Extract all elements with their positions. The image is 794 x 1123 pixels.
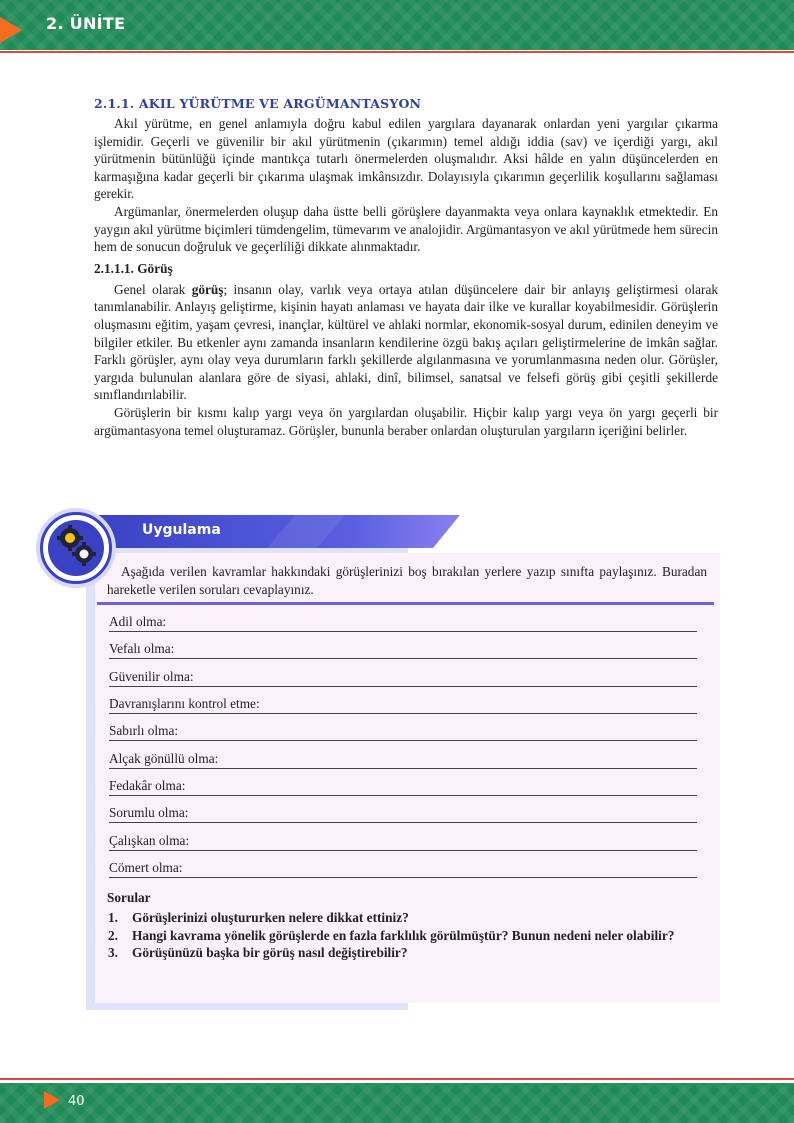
paragraph-text: Genel olarak <box>114 281 192 297</box>
answer-line: Çalışkan olma: <box>109 824 697 851</box>
answer-line: Davranışlarını kontrol etme: <box>109 687 697 714</box>
footer-divider <box>0 1078 794 1080</box>
footer-band <box>0 1083 794 1123</box>
questions-title: Sorular <box>107 890 151 905</box>
section-title: 2.1.1. AKIL YÜRÜTME VE ARGÜMANTASYON <box>94 96 422 111</box>
question-text: Görüşünüzü başka bir görüş nasıl değiştirebilir? <box>132 945 408 960</box>
question-item <box>108 909 698 927</box>
answer-line: Cömert olma: <box>109 851 697 878</box>
gears-icon <box>52 522 100 570</box>
question-number: 2. <box>108 927 118 943</box>
exercise-title: Uygulama <box>142 522 221 538</box>
questions-list <box>108 909 698 962</box>
question-number: 3. <box>108 945 118 960</box>
page-number: 40 <box>68 1094 85 1109</box>
question-item <box>108 927 698 945</box>
answer-line: Güvenilir olma: <box>109 660 697 687</box>
triangle-marker-icon <box>44 1091 60 1109</box>
header-divider <box>0 51 794 53</box>
question-text: Görüşlerinizi oluştururken nelere dikkat ettiniz? <box>132 910 409 925</box>
question-text: Hangi kavrama yönelik görüşlerde en fazla farklılık görülmüştür? Bunun nedeni neler olabilir? <box>132 927 675 943</box>
paragraph <box>94 281 718 404</box>
paragraph: Argümanlar, önermelerden oluşup daha üstte belli görüşlere dayanmakta veya onlara kaynaklık etmektedir. En yaygın akıl yürütme biçimleri tümdengelim, tümevarım ve analojidir. Argümantasyon ve akıl yürütmede hem sürecin hem de sonucun doğruluk ve geçerliliği dikkate alınmaktadır. <box>94 203 718 255</box>
paragraph-text: ; insanın olay, varlık veya ortaya atılan düşüncelere dair bir anlayış geliştirmesi olarak tanımlanabilir. Anlayış geliştirme, kişinin hayatı anlaması ve hayata dair ilke ve kurallar koyabilmesidir. Görüşlerin oluşmasını eğitim, yaşam çevresi, inançlar, kültürel ve ahlaki normlar, ekonomik-sosyal durum, edinilen deneyim ve bilgiler etkiler. Bu etkenler aynı zamanda insanların kendilerine özgü bakış açıları geliştirmelerine de imkân sağlar. Farklı görüşler, aynı olay veya durumların farklı şekillerde algılanmasına ve yorumlanmasına neden olur. Görüşler, yargıda bulunulan alanlara göre de siyasi, ahlaki, dinî, bilimsel, sanatsal ve felsefi görüş gibi çeşitli şekillerde sınıflandırılabilir. <box>94 281 719 403</box>
bold-term: görüş <box>191 281 224 297</box>
answer-line: Adil olma: <box>109 605 697 632</box>
unit-title: 2. ÜNİTE <box>46 14 126 33</box>
triangle-marker-icon <box>0 17 22 43</box>
exercise-intro: Aşağıda verilen kavramlar hakkındaki görüşlerinizi boş bırakılan yerlere yazıp sınıfta paylaşınız. Buradan hareketle verilen soruları cevaplayınız. <box>107 564 707 597</box>
question-item <box>108 944 698 962</box>
subsection-title: 2.1.1.1. Görüş <box>94 260 173 276</box>
answer-line: Sabırlı olma: <box>109 714 697 741</box>
main-content <box>94 96 718 439</box>
answer-line: Fedakâr olma: <box>109 769 697 796</box>
paragraph: Görüşlerin bir kısmı kalıp yargı veya ön yargılardan oluşabilir. Hiçbir kalıp yargı veya ön yargı geçerli bir argümantasyona temel oluşturamaz. Görüşler, bununla beraber onlardan oluşturulan yargıların içeriğini belirler. <box>94 404 718 438</box>
question-number: 1. <box>108 910 118 925</box>
answer-line: Sorumlu olma: <box>109 796 697 823</box>
answer-line: Alçak gönüllü olma: <box>109 742 697 769</box>
answer-line: Vefalı olma: <box>109 632 697 659</box>
paragraph: Akıl yürütme, en genel anlamıyla doğru kabul edilen yargılara dayanarak onlardan yeni yargılar çıkarma işlemidir. Geçerli ve güvenilir bir akıl yürütmenin (çıkarımın) temel aldığı iddia (sav) ve içerdiği yargı, akıl yürütmenin bütünlüğü içinde mantıkça tutarlı önermelerden oluşmalıdır. Aksi hâlde en yalın düşüncelerden en karmaşığına kadar geçerli bir çıkarıma ulaşmak imkânsızdır. Dolayısıyla çıkarımın geçerlilik koşullarını sağlaması gerekir. <box>94 116 718 202</box>
